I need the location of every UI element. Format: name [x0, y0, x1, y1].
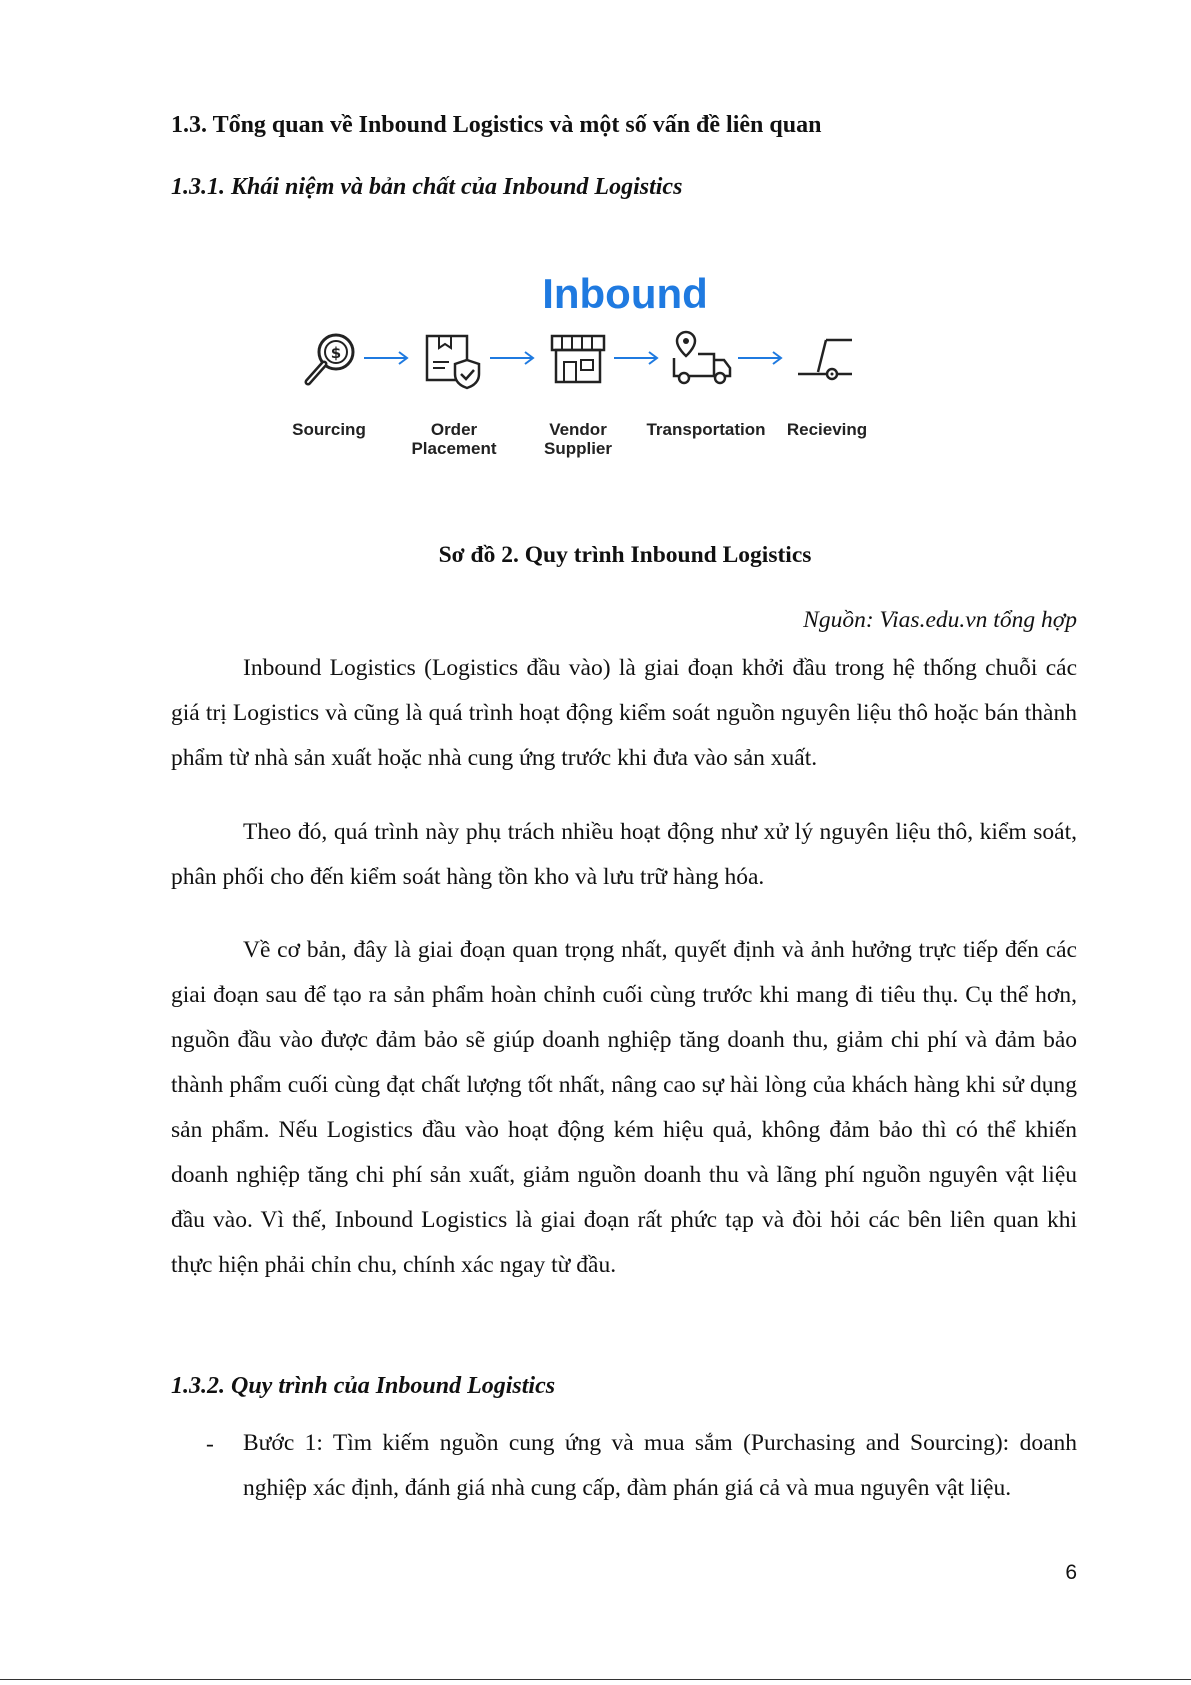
paragraph-2: Theo đó, quá trình này phụ trách nhiều hoạt động như xử lý nguyên liệu thô, kiểm soát, phân phối cho đến kiểm soát hàng tồn kho và lưu trữ hàng hóa. [171, 819, 1077, 890]
page-bottom-rule [0, 1679, 1191, 1680]
diagram-title: Inbound [542, 270, 708, 317]
storefront-icon [548, 330, 608, 390]
arrow-right-icon [736, 350, 784, 366]
step-label-vendor-supplier: Vendor Supplier [543, 420, 612, 458]
paragraph-1: Inbound Logistics (Logistics đầu vào) là giai đoạn khởi đầu trong hệ thống chuỗi các giá trị Logistics và cũng là quá trình hoạt động kiểm soát nguồn nguyên liệu thô hoặc bán thành phẩm từ nhà sản xuất hoặc nhà cung ứng trước khi đưa vào sản xuất. [171, 655, 1077, 771]
figure-source: Nguồn: Vias.edu.vn tổng hợp [803, 607, 1077, 633]
paragraph-3: Về cơ bản, đây là giai đoạn quan trọng nhất, quyết định và ảnh hưởng trực tiếp đến các giai đoạn sau để tạo ra sản phẩm hoàn chỉnh cuối cùng trước khi mang đi tiêu thụ. Cụ thể hơn, nguồn đầu vào được đảm bảo sẽ giúp doanh nghiệp tăng doanh thu, giảm chi phí và đảm bảo thành phẩm cuối cùng đạt chất lượng tốt nhất, nâng cao sự hài lòng của khách hàng khi sử dụng sản phẩm. Nếu Logistics đầu vào hoạt động kém hiệu quả, không đảm bảo thì có thể khiến doanh nghiệp tăng chi phí sản xuất, giảm nguồn doanh thu và lãng phí nguồn nguyên vật liệu đầu vào. Vì thế, Inbound Logistics là giai đoạn rất phức tạp và đòi hỏi các bên liên quan khi thực hiện phải chỉn chu, chính xác ngay từ đầu. [171, 937, 1077, 1278]
step-label-sourcing: Sourcing [292, 420, 366, 439]
box-shield-icon [423, 330, 485, 390]
arrow-right-icon [362, 350, 410, 366]
hand-truck-icon [796, 336, 856, 386]
delivery-truck-icon [670, 328, 734, 390]
magnifier-dollar-icon [300, 330, 360, 390]
inbound-process-diagram [292, 270, 950, 490]
subsection-heading-1: 1.3.1. Khái niệm và bản chất của Inbound Logistics [171, 174, 683, 200]
arrow-right-icon [488, 350, 536, 366]
figure-caption: Sơ đồ 2. Quy trình Inbound Logistics [438, 542, 812, 568]
bullet-dash: - [206, 1431, 214, 1457]
subsection-heading-2: 1.3.2. Quy trình của Inbound Logistics [171, 1373, 556, 1399]
step-label-transportation: Transportation [646, 420, 766, 439]
svg-text:$: $ [330, 344, 342, 362]
page-number: 6 [1065, 1561, 1077, 1584]
section-heading: 1.3. Tổng quan về Inbound Logistics và một số vấn đề liên quan [171, 112, 822, 138]
step-label-order-placement: Order Placement [411, 420, 497, 458]
arrow-right-icon [612, 350, 660, 366]
step-label-receiving: Recieving [786, 420, 868, 439]
bullet-item-step-1: Bước 1: Tìm kiếm nguồn cung ứng và mua sắm (Purchasing and Sourcing): doanh nghiệp xác định, đánh giá nhà cung cấp, đàm phán giá cả và mua nguyên vật liệu. [243, 1430, 1077, 1501]
